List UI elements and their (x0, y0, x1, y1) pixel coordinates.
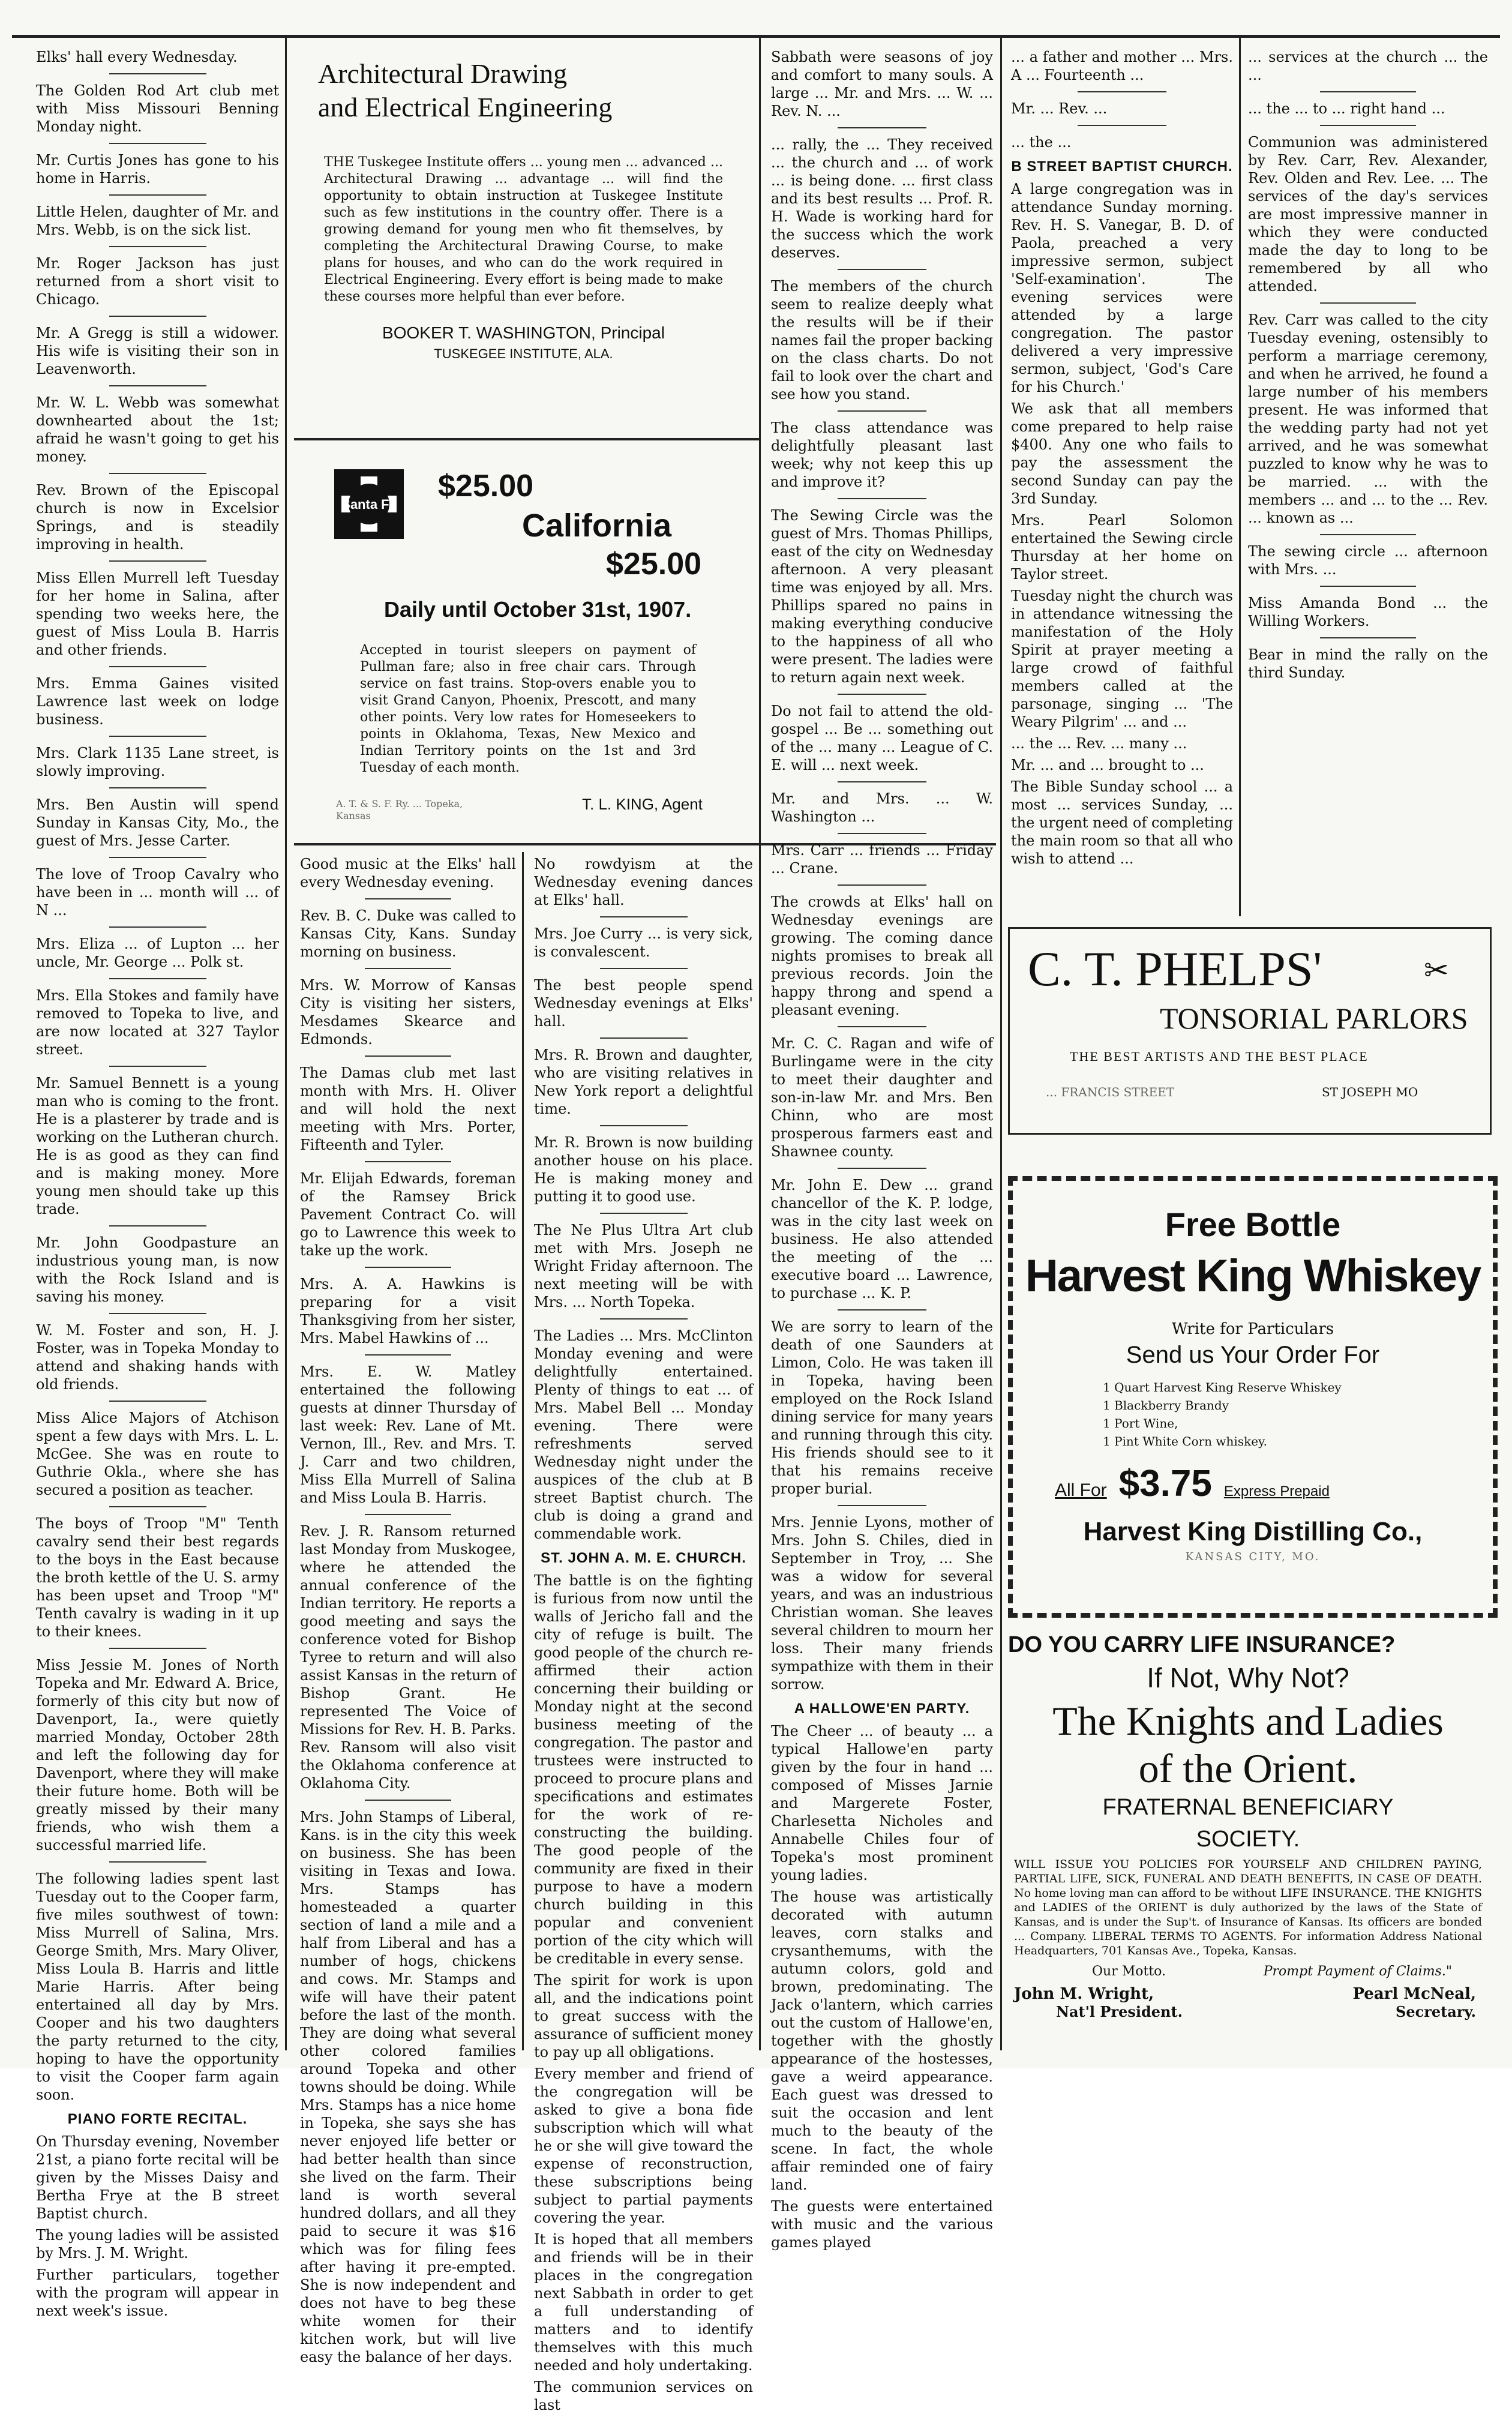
item-separator (109, 560, 206, 562)
item-separator (1320, 534, 1416, 535)
column-3 (534, 855, 753, 2413)
top-rule (12, 35, 1500, 38)
santafe-body: Accepted in tourist sleepers on payment of Pullman fare; also in free chair cars. Through service on fast trains. Stop-overs enable you to visit Grand Canyon, Phoenix, Prescott, and many other points. Very low rates for Homeseekers to points in Oklahoma, Texas, New Mexico and Indian Territory points on the 1st and 3rd Tuesday of each month. (360, 643, 696, 775)
president-name: John M. Wright, (1014, 1985, 1154, 2003)
news-item: Rev. Brown of the Episcopal church is now in Excelsior Springs, and is steadily improving in health. (36, 482, 279, 553)
news-item: Sabbath were seasons of joy and comfort to many souls. A large ... Mr. and Mrs. ... W. ... Rev. N. ... (771, 49, 993, 119)
item-separator (109, 73, 206, 74)
santafe-price-2: $25.00 (606, 547, 702, 581)
phelps-name: C. T. PHELPS' (1028, 941, 1322, 996)
column-5 (1011, 48, 1233, 916)
recital-heading: PIANO FORTE RECITAL. (67, 2111, 248, 2127)
whiskey-company: Harvest King Distilling Co., (1083, 1517, 1423, 1546)
news-item: The love of Troop Cavalry who have been in ... month will ... of N ... (36, 866, 279, 919)
news-item: No rowdyism at the Wednesday evening dances at Elks' hall. (534, 856, 753, 908)
news-item: On Thursday evening, November 21st, a piano forte recital will be given by the Misses Daisy and Bertha Frye at the B street Baptist church. (36, 2133, 279, 2222)
news-item: A large congregation was in attendance Sunday morning. Rev. H. S. Vanegar, B. D. of Paola, preached a very impressive sermon, subject 'Self-examination'. The evening services were attended by a large congregation. The pastor delivered a very impressive sermon, subject, 'God's Care for his Church.' (1011, 181, 1233, 395)
whiskey-all-for: All For (1055, 1480, 1107, 1500)
news-item: Mrs. W. Morrow of Kansas City is visiting her sisters, Mesdames Skearce and Edmonds. (300, 977, 516, 1048)
item-separator (1320, 125, 1416, 126)
tuskegee-ad (300, 45, 747, 429)
whiskey-prepaid: Express Prepaid (1223, 1483, 1330, 1500)
news-item: Bear in mind the rally on the third Sunday. (1248, 646, 1488, 681)
news-item: Mr. Elijah Edwards, foreman of the Ramsey Brick Pavement Contract Co. will go to Lawrence this week to take up the work. (300, 1170, 516, 1259)
news-item: ... a father and mother ... Mrs. A ... Fourteenth ... (1011, 49, 1233, 83)
phelps-address: ... FRANCIS STREET (1046, 1085, 1175, 1099)
news-item: Good music at the Elks' hall every Wednesday evening. (300, 856, 516, 890)
whiskey-line-1: Free Bottle (1165, 1205, 1341, 1243)
santafe-daily: Daily until October 31st, 1907. (384, 597, 692, 622)
news-item: Mr. John Goodpasture an industrious young man, is now with the Rock Island and is saving his money. (36, 1234, 279, 1305)
item-separator (838, 781, 926, 782)
news-item: We are sorry to learn of the death of one Saunders at Limon, Colo. He was taken ill in Topeka, having been employed on the Rock Island dining service for many years and running through this city. His friends should see to it that his remains receive proper burial. (771, 1318, 993, 1497)
news-item: Mr. John E. Dew ... grand chancellor of the K. P. lodge, was in the city last week on business. He also attended the meeting of the ... executive board ... Lawrence, to purchase ... K. P. (771, 1177, 993, 1302)
news-item: Mrs. R. Brown and daughter, who are visiting relatives in New York report a delightful time. (534, 1046, 753, 1117)
insurance-motto: Prompt Payment of Claims." (1263, 1964, 1452, 1979)
news-item: Mrs. Jennie Lyons, mother of Mrs. John S. Chiles, died in September in Troy, ... She was a widow for several years, and was an industrious Christian woman. She leaves several children to mourn her loss. Their many friends sympathize with them in their sorrow. (771, 1514, 993, 1693)
item-separator (109, 736, 206, 737)
santafe-agent: T. L. KING, Agent (582, 795, 703, 813)
news-item: The communion services on last (534, 2379, 753, 2413)
news-item: Mr. Roger Jackson has just returned from a short visit to Chicago. (36, 255, 279, 308)
secretary-name: Pearl McNeal, (1352, 1985, 1476, 2003)
news-item: The spirit for work is upon all, and the indications point to great success with the assurance of sufficient money to pay up all obligations. (534, 1972, 753, 2061)
news-item: Mr. ... Rev. ... (1011, 100, 1108, 117)
insurance-question: DO YOU CARRY LIFE INSURANCE? (1008, 1632, 1396, 1657)
news-item: Mrs. Ben Austin will spend Sunday in Kansas City, Mo., the guest of Mrs. Jesse Carter. (36, 796, 279, 849)
news-item: The following ladies spent last Tuesday out to the Cooper farm, five miles southwest of town: Miss Murrell of Salina, Mrs. George Smith, Mrs. Mary Oliver, Miss Loula B. Harris and little Marie Harris. After being entertained all day by Mrs. Cooper and his two daughters the party returned to the city, hoping to have the opportunity to visit the Cooper farm again soon. (36, 1870, 279, 2103)
tuskegee-title-2: and Electrical Engineering (318, 92, 613, 122)
news-item: The sewing circle ... afternoon with Mrs. ... (1248, 543, 1488, 578)
whiskey-send: Send us Your Order For (1126, 1342, 1380, 1368)
item-separator (1320, 586, 1416, 587)
item-separator (109, 926, 206, 928)
news-item: The young ladies will be assisted by Mrs. J. M. Wright. (36, 2227, 279, 2262)
santafe-logo-icon (333, 468, 405, 540)
news-item: ... the ... (1011, 134, 1072, 151)
news-item: Mr. and Mrs. ... W. Washington ... (771, 790, 993, 825)
item-separator (600, 916, 688, 917)
column-rule (759, 36, 761, 2050)
news-item: The best people spend Wednesday evenings at Elks' hall. (534, 977, 753, 1030)
news-item: The Sewing Circle was the guest of Mrs. Thomas Phillips, east of the city on Wednesday afternoon. A very pleasant time was enjoyed by all. Mrs. Phillips spared no pains in making everything conducive to the happiness of all who were present. The ladies were to return again next week. (771, 507, 993, 686)
item-separator (838, 884, 926, 886)
column-rule (285, 36, 287, 2050)
item-separator (838, 1026, 926, 1027)
item-separator (109, 1225, 206, 1227)
column-rule (522, 852, 524, 2050)
item-separator (109, 787, 206, 788)
insurance-body: WILL ISSUE YOU POLICIES FOR YOURSELF AND CHILDREN PAYING, PARTIAL LIFE, SICK, FUNERAL AND DEATH BENEFITS, IN CASE OF DEATH. No home loving man can afford to be without LIFE INSURANCE. THE KNIGHTS and LADIES of the ORIENT is duly authorized by the laws of the State of Kansas, and is under the Sup't. of Insurance of Kansas. Its officers are bonded ... Company. LIBERAL TERMS TO AGENTS. For information Address National Headquarters, 701 Kansas Ave., Topeka, Kansas. (1014, 1858, 1482, 1957)
item-separator (365, 1514, 451, 1515)
column-4 (771, 48, 993, 2251)
news-item: Mrs. E. W. Matley entertained the following guests at dinner Thursday of last week: Rev. Lane of Mt. Vernon, Ill., Rev. and Mrs. T. J. Carr and two children, Miss Ella Murrell of Salina and Miss Loula B. Harris. (300, 1363, 516, 1506)
phelps-city: ST JOSEPH MO (1322, 1085, 1418, 1099)
item-separator (109, 473, 206, 474)
santafe-destination: California (522, 508, 672, 544)
item-separator (600, 1125, 688, 1126)
news-item: Rev. B. C. Duke was called to Kansas City, Kans. Sunday morning on business. (300, 907, 516, 960)
news-item: ... the ... to ... right hand ... (1248, 100, 1445, 117)
whiskey-city: KANSAS CITY, MO. (1185, 1551, 1321, 1563)
news-item: The class attendance was delightfully pleasant last week; why not keep this up and improve it? (771, 419, 993, 490)
item-separator (365, 1354, 451, 1356)
item-separator (1078, 91, 1166, 92)
news-item: Miss Jessie M. Jones of North Topeka and Mr. Edward A. Brice, formerly of this city but now of Davenport, Ia., were quietly married Monday, October 28th and left the following day for Davenport, where they will make their future home. Both will be greatly missed by their many friends, who wish them a successful married life. (36, 1657, 279, 1854)
news-item: Tuesday night the church was in attendance witnessing the manifestation of the Holy Spirit at prayer meeting a large crowd of faithful members called at the parsonage, singing ... 'The Weary Pilgrim' ... and ... (1011, 587, 1233, 730)
item-separator (109, 316, 206, 317)
st-john-heading: ST. JOHN A. M. E. CHURCH. (541, 1550, 746, 1566)
item-separator (109, 385, 206, 386)
tuskegee-title-1: Architectural Drawing (318, 58, 568, 89)
news-item: Mrs. Emma Gaines visited Lawrence last week on lodge business. (36, 675, 279, 728)
news-item: The Golden Rod Art club met with Miss Missouri Benning Monday night. (36, 82, 279, 135)
news-item: ... services at the church ... the ... (1248, 49, 1488, 83)
news-item: The members of the church seem to realize deeply what the results will be if their names fail the proper backing on the class charts. Do not fail to look over the chart and see how you stand. (771, 278, 993, 403)
news-item: W. M. Foster and son, H. J. Foster, was in Topeka Monday to attend and shaking hands with old friends. (36, 1322, 279, 1393)
item-separator (365, 898, 451, 899)
news-item: Mr. W. L. Webb was somewhat downhearted about the 1st; afraid he wasn't going to get his money. (36, 394, 279, 465)
item-separator (1320, 302, 1416, 304)
whiskey-price: $3.75 (1118, 1463, 1212, 1504)
item-separator (838, 127, 926, 128)
news-item: Mrs. Ella Stokes and family have removed to Topeka to live, and are now located at 327 Taylor street. (36, 987, 279, 1058)
news-item: The Ne Plus Ultra Art club met with Mrs. Joseph ne Wright Friday afternoon. The next meeting will be with Mrs. ... North Topeka. (534, 1222, 753, 1311)
news-item: Mr. Samuel Bennett is a young man who is coming to the front. He is a plasterer by trade and is working on the Lutheran church. He is as good as they can find and is making money. More young men should take up this trade. (36, 1075, 279, 1218)
column-6 (1248, 48, 1488, 916)
news-item: Miss Amanda Bond ... the Willing Workers. (1248, 595, 1488, 629)
santafe-ad (300, 450, 747, 834)
news-item: Mrs. Pearl Solomon entertained the Sewing circle Thursday at her home on Taylor street. (1011, 512, 1233, 583)
news-item: The guests were entertained with music and the various games played (771, 2198, 993, 2251)
item-separator (838, 498, 926, 499)
phelps-tag: THE BEST ARTISTS AND THE BEST PLACE (1070, 1049, 1369, 1064)
whiskey-write: Write for Particulars (1171, 1320, 1334, 1338)
phelps-ad (1008, 927, 1492, 1135)
halloween-heading: A HALLOWE'EN PARTY. (794, 1701, 970, 1717)
news-item: Mrs. Clark 1135 Lane street, is slowly improving. (36, 745, 279, 779)
item-separator (109, 1066, 206, 1067)
item-separator (109, 978, 206, 979)
item-separator (365, 1800, 451, 1801)
item-separator (109, 1401, 206, 1402)
scissors-icon: ✂ (1424, 953, 1449, 988)
item-separator (109, 1861, 206, 1863)
item-separator (365, 1055, 451, 1057)
insurance-if-not: If Not, Why Not? (1147, 1662, 1349, 1693)
news-item: Mrs. Carr ... friends ... Friday ... Crane. (771, 842, 993, 877)
news-item: Miss Alice Majors of Atchison spent a few days with Mrs. L. L. McGee. She was en route to Guthrie Okla., where she has secured a position as teacher. (36, 1410, 279, 1498)
president-title: Nat'l President. (1056, 2003, 1183, 2020)
column-rule (1239, 36, 1241, 916)
item-separator (838, 269, 926, 270)
column-rule (1000, 36, 1002, 2050)
insurance-motto-label: Our Motto. (1092, 1964, 1166, 1979)
news-item: Mrs. A. A. Hawkins is preparing for a visit Thanksgiving from her sister, Mrs. Mabel Hawkins of ... (300, 1276, 516, 1347)
item-separator (1320, 91, 1416, 92)
whiskey-list-item: 1 Blackberry Brandy (1103, 1398, 1229, 1413)
news-item: Miss Ellen Murrell left Tuesday for her home in Salina, after spending two weeks here, the guest of Miss Loula B. Harris and other friends. (36, 569, 279, 658)
news-item: Mr. A Gregg is still a widower. His wife is visiting their son in Leavenworth. (36, 325, 279, 377)
news-item: Mr. C. C. Ragan and wife of Burlingame were in the city to meet their daughter and son-in-law Mr. and Mrs. Ben Chinn, who are most prosperous farmers east and Shawnee county. (771, 1035, 993, 1160)
insurance-org-1: The Knights and Ladies (1052, 1698, 1444, 1744)
whiskey-list-item: 1 Pint White Corn whiskey. (1103, 1434, 1268, 1449)
insurance-ad (1008, 1626, 1488, 2058)
whiskey-ad (1008, 1176, 1498, 1618)
column-1 (36, 48, 279, 2319)
svg-text:Santa Fe: Santa Fe (341, 497, 397, 512)
item-separator (838, 1168, 926, 1169)
santafe-small: A. T. & S. F. Ry. ... Topeka, Kansas (336, 798, 463, 821)
item-separator (1320, 637, 1416, 638)
item-separator (109, 246, 206, 247)
news-item: Every member and friend of the congregation will be asked to give a bona fide subscription which will what he or she will give toward the expense of reconstruction, these subscriptions being subject to partial payments covering the year. (534, 2065, 753, 2226)
phelps-sub: TONSORIAL PARLORS (1160, 1001, 1468, 1035)
b-street-heading: B STREET BAPTIST CHURCH. (1011, 158, 1233, 175)
news-item: The Cheer ... of beauty ... a typical Hallowe'en party given by the four in hand ... composed of Misses Jarnie and Margerete Foster, Charlesetta Nicholes and Annabelle Chiles four of Topeka's most prominent young ladies. (771, 1723, 993, 1884)
item-separator (838, 694, 926, 695)
news-item: Mr. ... and ... brought to ... (1011, 757, 1204, 773)
news-item: Communion was administered by Rev. Carr, Rev. Alexander, Rev. Olden and Rev. Lee. ... The services of the day's services are most impressive manner in which they were conducted made the day to long to be remembered by all who attended. (1248, 134, 1488, 295)
news-item: Elks' hall every Wednesday. (36, 49, 238, 65)
insurance-org-2: of the Orient. (1138, 1746, 1358, 1791)
insurance-fraternal: FRATERNAL BENEFICIARY (1102, 1795, 1394, 1820)
item-separator (109, 194, 206, 196)
item-separator (838, 1309, 926, 1311)
item-separator (109, 1506, 206, 1507)
news-item: Mr. R. Brown is now building another house on his place. He is making money and putting it to good use. (534, 1134, 753, 1205)
news-item: We ask that all members come prepared to help raise $400. Any one who fails to pay the assessment the second Sunday can pay the 3rd Sunday. (1011, 400, 1233, 507)
item-separator (600, 1037, 688, 1039)
news-item: The boys of Troop "M" Tenth cavalry send their best regards to the boys in the East because the broth kettle of the U. S. army has been upset and Troop "M" Tenth cavalry is wading in it up to their knees. (36, 1515, 279, 1640)
item-separator (838, 410, 926, 412)
item-separator (600, 968, 688, 969)
tuskegee-signer: BOOKER T. WASHINGTON, Principal (382, 323, 665, 342)
item-separator (838, 833, 926, 834)
ad-rule (294, 438, 759, 440)
column-2 (300, 855, 516, 2365)
news-item: Mr. Curtis Jones has gone to his home in Harris. (36, 152, 279, 187)
news-item: Further particulars, together with the program will appear in next week's issue. (36, 2266, 279, 2319)
item-separator (109, 1648, 206, 1649)
item-separator (600, 1318, 688, 1320)
insurance-society: SOCIETY. (1196, 1827, 1300, 1852)
news-item: The battle is on the fighting is furious from now until the walls of Jericho fall and the city of refuge is built. The good people of the church re-affirmed their action concerning their building or Monday night at the second business meeting of the congregation. The pastor and trustees were instructed to proceed to procure plans and specifications and estimates for the work of re-constructing the building. The good people of the community are fixed in their purpose to have a modern church building in this popular and convenient portion of the city which will be creditable in every sense. (534, 1572, 753, 1967)
news-item: Mrs. Eliza ... of Lupton ... her uncle, Mr. George ... Polk st. (36, 935, 279, 970)
item-separator (365, 1161, 451, 1162)
tuskegee-body: THE Tuskegee Institute offers ... young men ... advanced ... Architectural Drawing ... advantage ... will find the opportunity to obtain instruction at Tuskegee Institute such as few institutions in the country offer. There is a growing demand for young men who fit themselves, by completing the Architectural Drawing Course, to make plans for houses, and who can do the work required in Electrical Engineering. Every effort is being made to make these courses more helpful than ever before. (324, 155, 723, 304)
news-item: It is hoped that all members and friends will be in their places in the congregation next Sabbath in order to get a full understanding of matters and to identify themselves with this much needed and holy undertaking. (534, 2231, 753, 2374)
news-item: Do not fail to attend the old-gospel ... Be ... something out of the ... many ... League of C. E. will ... next week. (771, 703, 993, 773)
item-separator (365, 968, 451, 969)
news-item: Little Helen, daughter of Mr. and Mrs. Webb, is on the sick list. (36, 203, 279, 238)
item-separator (109, 143, 206, 144)
item-separator (365, 1267, 451, 1268)
santafe-price-1: $25.00 (438, 469, 534, 503)
news-item: Mrs. John Stamps of Liberal, Kans. is in the city this week on business. She has been visiting in Texas and Iowa. Mrs. Stamps has homesteaded a quarter section of land a mile and a half from Liberal and has a number of hogs, chickens and cows. Mr. Stamps and wife will have their patent before the last of the month. They are doing what several other colored families around Topeka and other towns should be doing. While Mrs. Stamps has a nice home in Topeka, she says she has never enjoyed life better or had better health than since she lived on the farm. Their land is worth several hundred dollars, and all they paid to secure it was $16 which was for filing fees after having it pre-empted. She is now independent and does not have to beg these white women for their kitchen work, but will live easy the balance of her days. (300, 1809, 516, 2365)
news-item: The house was artistically decorated with autumn leaves, corn stalks and crysanthemums, with the autumn colors, gold and brown, predominating. The Jack o'lantern, which carries out the custom of Hallowe'en, together with the ghostly appearance of the hostesses, gave a weird appearance. Each guest was dressed to suit the occasion and lent much to the beauty of the scene. In fact, the whole affair reminded one of fairy land. (771, 1888, 993, 2193)
whiskey-line-2: Harvest King Whiskey (1025, 1251, 1481, 1302)
tuskegee-place: TUSKEGEE INSTITUTE, ALA. (434, 346, 613, 361)
item-separator (600, 1213, 688, 1214)
news-item: ... rally, the ... They received ... the church and ... of work ... is being done. ... first class and its best results ... Prof. R. H. Wade is working hard for the success which the work deserves. (771, 136, 993, 261)
item-separator (109, 857, 206, 858)
news-item: The crowds at Elks' hall on Wednesday evenings are growing. The coming dance nights promises to break all previous records. Join the happy throng and spend a pleasant evening. (771, 893, 993, 1018)
news-item: The Ladies ... Mrs. McClinton Monday evening and were delightfully entertained. Plenty of things to eat ... of Mrs. Mabel Bell ... Monday evening. There were refreshments served Wednesday night under the auspices of the club at B street Baptist church. The club is doing a grand and commendable work. (534, 1327, 753, 1542)
whiskey-list-item: 1 Quart Harvest King Reserve Whiskey (1103, 1380, 1342, 1395)
news-item: The Bible Sunday school ... a most ... services Sunday, ... the urgent need of completing the main room so that all who wish to attend ... (1011, 778, 1234, 867)
news-item: The Damas club met last month with Mrs. H. Oliver and will hold the next meeting with Mrs. Porter, Fifteenth and Tyler. (300, 1064, 516, 1153)
item-separator (109, 666, 206, 667)
whiskey-list-item: 1 Port Wine, (1103, 1416, 1178, 1431)
news-item: Rev. Carr was called to the city Tuesday evening, ostensibly to perform a marriage ceremony, and when he arrived, he found a large number of his members present. He was informed that the wedding party had not yet arrived, and he was somewhat puzzled to know why he was to be married. ... with the members ... and ... to the ... Rev. ... known as ... (1248, 311, 1488, 526)
item-separator (1078, 125, 1166, 126)
news-item: Rev. J. R. Ransom returned last Monday from Muskogee, where he attended the annual conference of the Indian territory. He reports a good meeting and says the conference voted for Bishop Tyree to return and will also assist Kansas in the return of Bishop Grant. He represented The Voice of Missions for Rev. H. B. Parks. Rev. Ransom will also visit the Oklahoma conference at Oklahoma City. (300, 1523, 516, 1792)
news-item: ... the ... Rev. ... many ... (1011, 735, 1187, 752)
secretary-title: Secretary. (1396, 2003, 1476, 2020)
item-separator (838, 1505, 926, 1506)
news-item: Mrs. Joe Curry ... is very sick, is convalescent. (534, 925, 753, 960)
item-separator (109, 1313, 206, 1314)
